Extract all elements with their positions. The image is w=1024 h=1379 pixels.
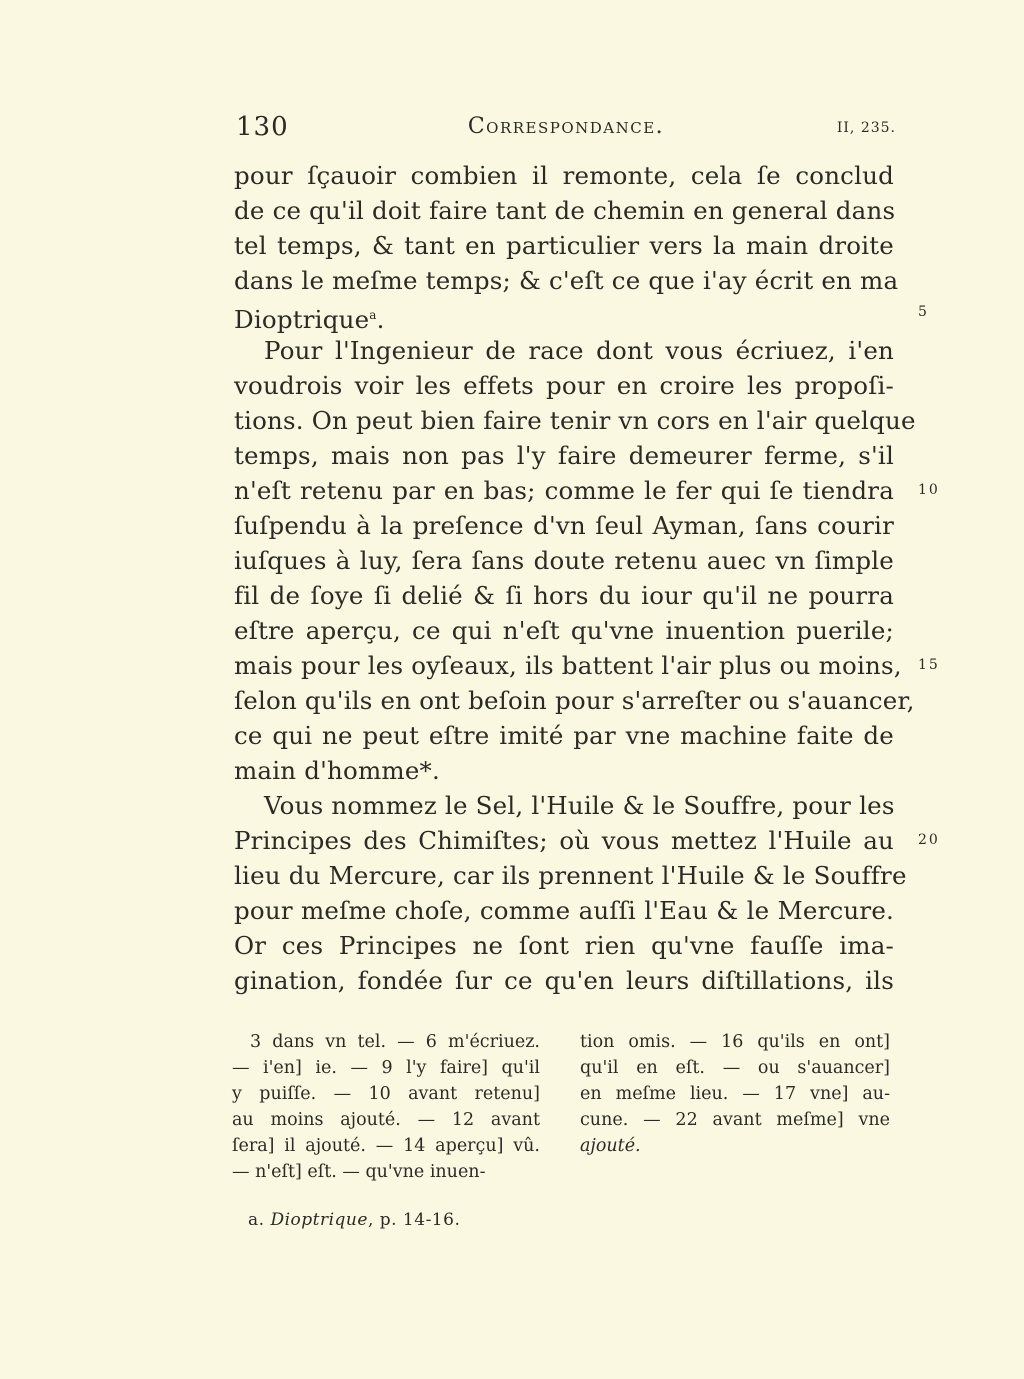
variants-column-left [232,1029,540,1185]
main-text [234,158,916,998]
variant-line: ſera] il ajouté. — 14 aperçu] vû. [232,1136,540,1156]
text-line: de ce qu'il doit faire tant de chemin en general dans [234,196,896,225]
variant-line: tion omis. — 16 qu'ils en ont] [580,1032,890,1052]
line-number: 20 [918,832,940,848]
text-line: voudrois voir les effets pour en croire les propoſi- [234,371,894,400]
text-line: Or ces Principes ne ſont rien qu'vne fauſſe ima- [234,931,894,960]
text-line: Principes des Chimiſtes; où vous mettez l'Huile au [234,826,894,855]
variant-line: cune. — 22 avant meſme] vne [580,1110,890,1130]
volume-reference: II, 235. [836,120,896,136]
text-line: Vous nommez le Sel, l'Huile & le Souffre, pour les [264,791,895,820]
text-line: dans le meſme temps; & c'eſt ce que i'ay écrit en ma [234,266,899,295]
text-line: temps, mais non pas l'y faire demeurer ferme, s'il [234,441,894,470]
text-line: fil de ſoye ſi delié & ſi hors du iour qu'il ne pourra [234,581,894,610]
variant-line: ajouté. [580,1136,641,1156]
text-line: main d'homme*. [234,756,440,785]
text-line: pour ſçauoir combien il remonte, cela ſe conclud [234,161,894,190]
variant-line: 3 dans vn tel. — 6 m'écriuez. [250,1032,540,1052]
line-number: 5 [918,304,929,320]
text-line: ſuſpendu à la preſence d'vn ſeul Ayman, ſans courir [234,511,894,540]
variant-line: au moins ajouté. — 12 avant [232,1110,540,1130]
variants-column-right [580,1029,890,1159]
variant-line: — n'eſt] eſt. — qu'vne inuen- [232,1162,486,1182]
text-line: iuſques à luy, ſera ſans doute retenu auec vn ſimple [234,546,894,575]
variant-line: y puiſſe. — 10 avant retenu] [232,1084,540,1104]
text-line: lieu du Mercure, car ils prennent l'Huile & le Souffre [234,861,907,890]
line-number: 10 [918,482,940,498]
text-line: n'eſt retenu par en bas; comme le fer qui ſe tiendra [234,476,894,505]
running-title: Correspondance. [467,114,665,139]
footnote-work: Dioptrique [270,1210,368,1230]
variant-line: en meſme lieu. — 17 vne] au- [580,1084,890,1104]
dioptrique-word: Dioptrique [234,305,370,335]
text-line: ſelon qu'ils en ont beſoin pour s'arreſter ou s'auancer, [234,686,915,715]
page-number: 130 [236,112,289,142]
text-line: ce qui ne peut eſtre imité par vne machine faite de [234,721,894,750]
line-end-period: . [376,305,385,335]
footnote-pages: , p. 14-16. [367,1210,461,1230]
text-line: tel temps, & tant en particulier vers la main droite [234,231,894,260]
line-number: 15 [918,657,940,673]
text-line: eſtre aperçu, ce qui n'eſt qu'vne inuention puerile; [234,616,894,645]
variant-line: — i'en] ie. — 9 l'y faire] qu'il [232,1058,540,1078]
variant-line: qu'il en eſt. — ou s'auancer] [580,1058,890,1078]
text-line [234,298,894,333]
footnote-marker: a [369,308,377,322]
text-line: tions. On peut bien faire tenir vn cors en l'air quelque [234,406,916,435]
text-line: gination, fondée ſur ce qu'en leurs diſtillations, ils [234,966,894,995]
page-header [236,112,896,146]
text-line: pour meſme choſe, comme auſſi l'Eau & le Mercure. [234,896,894,925]
text-line: mais pour les oyſeaux, ils battent l'air plus ou moins, [234,651,902,680]
footnote-label: a. [248,1210,265,1230]
footnote [248,1210,460,1230]
text-line: Pour l'Ingenieur de race dont vous écriuez, i'en [264,336,894,365]
